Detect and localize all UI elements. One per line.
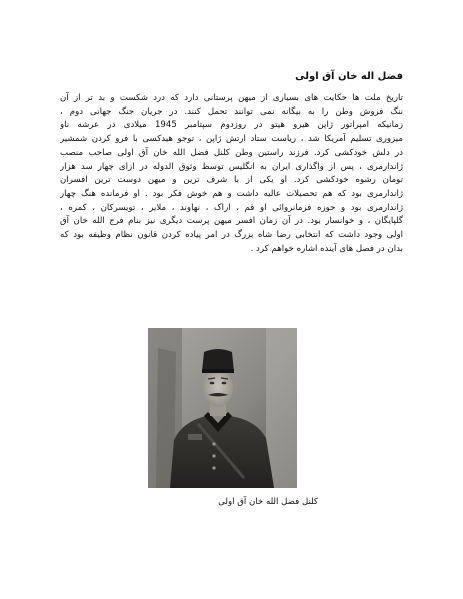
paragraph-line: میزوری تسلیم آمریکا شد ، ریاست ستاد ارتش ژاپن ، توجو هیدکسی با فرو کردن شمشیر <box>60 134 403 145</box>
paragraph-line: تاریخ ملت ها حکایت های بسیاری از میهن پرستانی دارد که درد شکست و بد تر از آن <box>60 93 403 103</box>
paragraph-line: ژاندارمری ، پس از واگذاری ایران به انگلیس توسط وثوق الدوله در ازای چهار سد هزار <box>60 161 403 172</box>
portrait-illustration <box>148 328 297 488</box>
paragraph-line: اولی وجود داشت که انتخابی رضا شاه بزرگ در امر پیاده کردن قانون نظام وظیفه بود که <box>60 230 403 241</box>
paragraph-line: در دلش خودکشی کرد. فرزند راستین وطن کلنل فضل الله خان آق اولی صاحب منصب <box>60 147 403 158</box>
document-title: فضل اله خان آق اولی <box>295 71 403 82</box>
portrait-photo <box>148 328 297 488</box>
paragraph-line: زمانیکه امپراتور ژاپن هیرو هیتو در روزدوم سپتامبر 1945 میلادی در عرشه ناو <box>60 120 403 131</box>
paragraph-line: بدان در فصل های آینده اشاره خواهم کرد . <box>250 243 403 254</box>
paragraph-line: تومان رشوه خودکشی کرد. او یکی از با شرف ترین و میهن دوست ترین افسران <box>60 175 403 186</box>
photo-caption: کلنل فضل الله خان آق اولی <box>218 497 318 507</box>
paragraph-line: ننگ فروش وطن را به بیگانه نمی توانند تحمل کنند. در جریان جنگ جهانی دوم ، <box>60 106 403 117</box>
body-paragraph <box>60 92 403 256</box>
paragraph-line: گلپایگان ، و خوانسار بود. در آن زمان افسر میهن پرست دیگری نیز بنام فرج الله خان آق <box>60 216 403 227</box>
paragraph-line: ژاندارمری بود که هم تحصیلات عالیه داشت و هم خوش فکر بود . او فرمانده هنگ چهار <box>60 188 403 199</box>
paragraph-line: ژاندارمری بود و حوزه فرمانروائی او قم ، اراک ، نهاوند ، ملایر ، تویسرکان ، کمره ، <box>60 202 403 213</box>
